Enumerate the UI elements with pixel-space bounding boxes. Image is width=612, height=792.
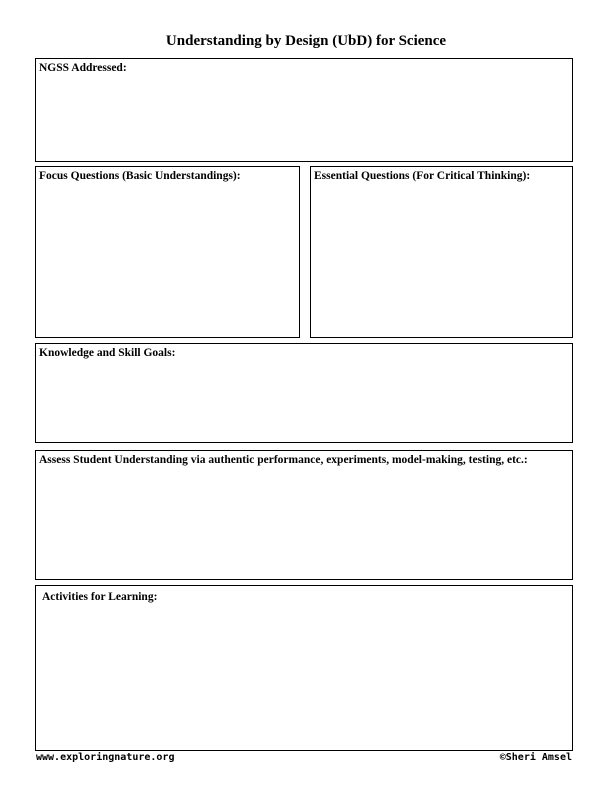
assess-understanding-box[interactable] — [35, 450, 573, 580]
knowledge-skill-goals-box[interactable] — [35, 343, 573, 443]
focus-questions-label: Focus Questions (Basic Understandings): — [39, 170, 241, 182]
essential-questions-label: Essential Questions (For Critical Thinking): — [314, 170, 531, 182]
ngss-addressed-label: NGSS Addressed: — [39, 62, 127, 74]
activities-label: Activities for Learning: — [42, 591, 158, 603]
activities-box[interactable] — [35, 585, 573, 751]
essential-questions-box[interactable] — [310, 166, 573, 338]
page-title: Understanding by Design (UbD) for Science — [165, 33, 447, 49]
assess-understanding-label: Assess Student Understanding via authentic performance, experiments, model-making, testing, etc.: — [39, 454, 528, 466]
focus-questions-box[interactable] — [35, 166, 300, 338]
ngss-addressed-box[interactable] — [35, 58, 573, 162]
footer-copyright: ©Sheri Amsel — [499, 752, 572, 763]
knowledge-skill-goals-label: Knowledge and Skill Goals: — [39, 347, 176, 359]
footer-website: www.exploringnature.org — [36, 752, 175, 763]
